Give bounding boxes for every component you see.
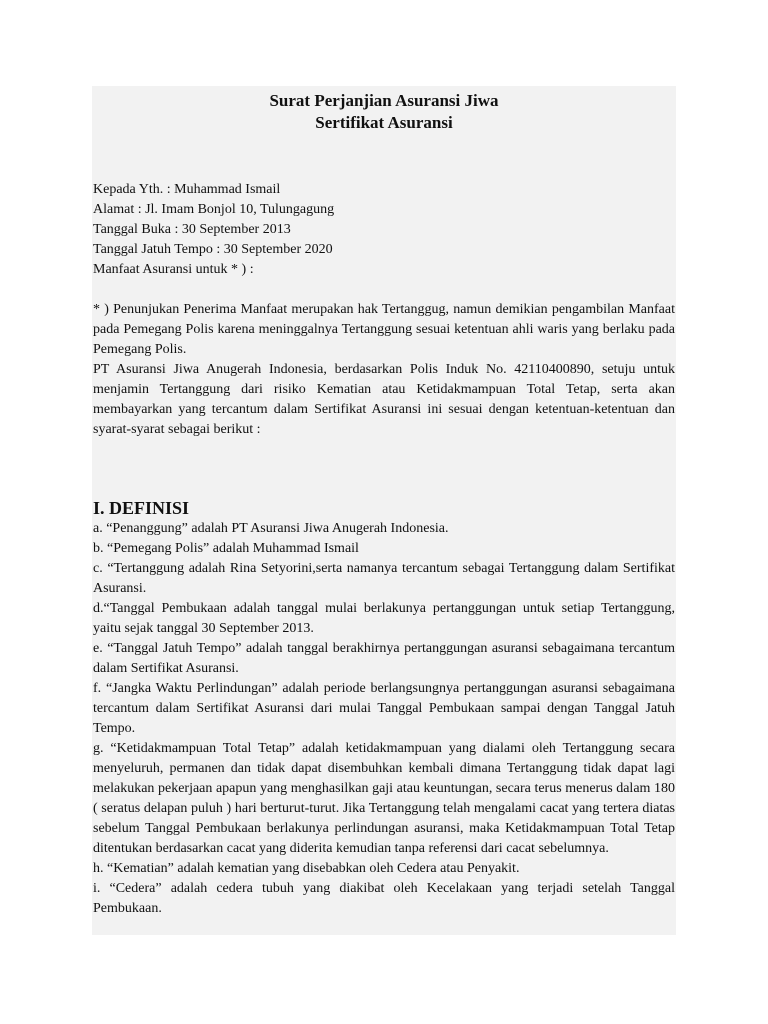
definition-item: a. “Penanggung” adalah PT Asuransi Jiwa Anugerah Indonesia. bbox=[93, 521, 449, 536]
definition-item: g. “Ketidakmampuan Total Tetap” adalah ketidakmampuan yang dialami oleh Tertanggung secara menyeluruh, permanen dan tidak dapat disembuhkan kembali dimana Tertanggung tidak dapat lagi melakukan pekerjaan apapun yang menghasilkan gaji atau keuntungan, secara terus menerus dalam 180 ( seratus delapan puluh ) hari berturut-turut. Jika Tertanggung telah mengalami cacat yang tertera diatas sebelum Tanggal Pembukaan berlakunya perlindungan asuransi, maka Ketidakmampuan Total Tetap ditentukan berdasarkan cacat yang diderita kemudian tanpa referensi dari cacat sebelumnya. bbox=[93, 741, 675, 856]
recipient-name: Kepada Yth. : Muhammad Ismail bbox=[93, 182, 281, 197]
due-date: Tanggal Jatuh Tempo : 30 September 2020 bbox=[93, 242, 333, 257]
benefit-label: Manfaat Asuransi untuk * ) : bbox=[93, 262, 254, 277]
document-subtitle: Sertifikat Asuransi bbox=[315, 113, 453, 132]
section-definisi bbox=[92, 497, 676, 919]
definition-item: f. “Jangka Waktu Perlindungan” adalah periode berlangsungnya pertanggungan asuransi sebagaimana tercantum dalam Sertifikat Asuransi dari mulai Tanggal Pembukaan sampai dengan Tanggal Jatuh Tempo. bbox=[93, 681, 675, 736]
section-heading: I. DEFINISI bbox=[93, 498, 190, 518]
definition-item: i. “Cedera” adalah cedera tubuh yang diakibat oleh Kecelakaan yang terjadi setelah Tanggal Pembukaan. bbox=[93, 881, 675, 916]
document-page bbox=[92, 86, 676, 935]
definition-item: c. “Tertanggung adalah Rina Setyorini,serta namanya tercantum sebagai Tertanggung dalam Sertifikat Asuransi. bbox=[93, 561, 675, 596]
open-date: Tanggal Buka : 30 September 2013 bbox=[93, 222, 291, 237]
definition-item: d.“Tanggal Pembukaan adalah tanggal mulai berlakunya pertanggungan untuk setiap Tertanggung, yaitu sejak tanggal 30 September 2013. bbox=[93, 601, 675, 636]
title-block bbox=[92, 86, 676, 134]
definition-item: b. “Pemegang Polis” adalah Muhammad Ismail bbox=[93, 541, 359, 556]
recipient-info bbox=[92, 180, 676, 280]
beneficiary-note: * ) Penunjukan Penerima Manfaat merupakan hak Tertanggug, namun demikian pengambilan Manfaat pada Pemegang Polis karena meninggalnya Tertanggung sesuai ketentuan ahli waris yang berlaku pada Pemegang Polis. bbox=[93, 302, 675, 357]
intro-paragraph: PT Asuransi Jiwa Anugerah Indonesia, berdasarkan Polis Induk No. 42110400890, setuju untuk menjamin Tertanggung dari risiko Kematian atau Ketidakmampuan Total Tetap, serta akan membayarkan yang tercantum dalam Sertifikat Asuransi ini sesuai dengan ketentuan-ketentuan dan syarat-syarat sebagai berikut : bbox=[93, 362, 675, 437]
definition-item: h. “Kematian” adalah kematian yang disebabkan oleh Cedera atau Penyakit. bbox=[93, 861, 520, 876]
document-title: Surat Perjanjian Asuransi Jiwa bbox=[269, 91, 499, 110]
recipient-address: Alamat : Jl. Imam Bonjol 10, Tulungagung bbox=[93, 202, 335, 217]
definition-item: e. “Tanggal Jatuh Tempo” adalah tanggal berakhirnya pertanggungan asuransi sebagaimana tercantum dalam Sertifikat Asuransi. bbox=[93, 641, 675, 676]
